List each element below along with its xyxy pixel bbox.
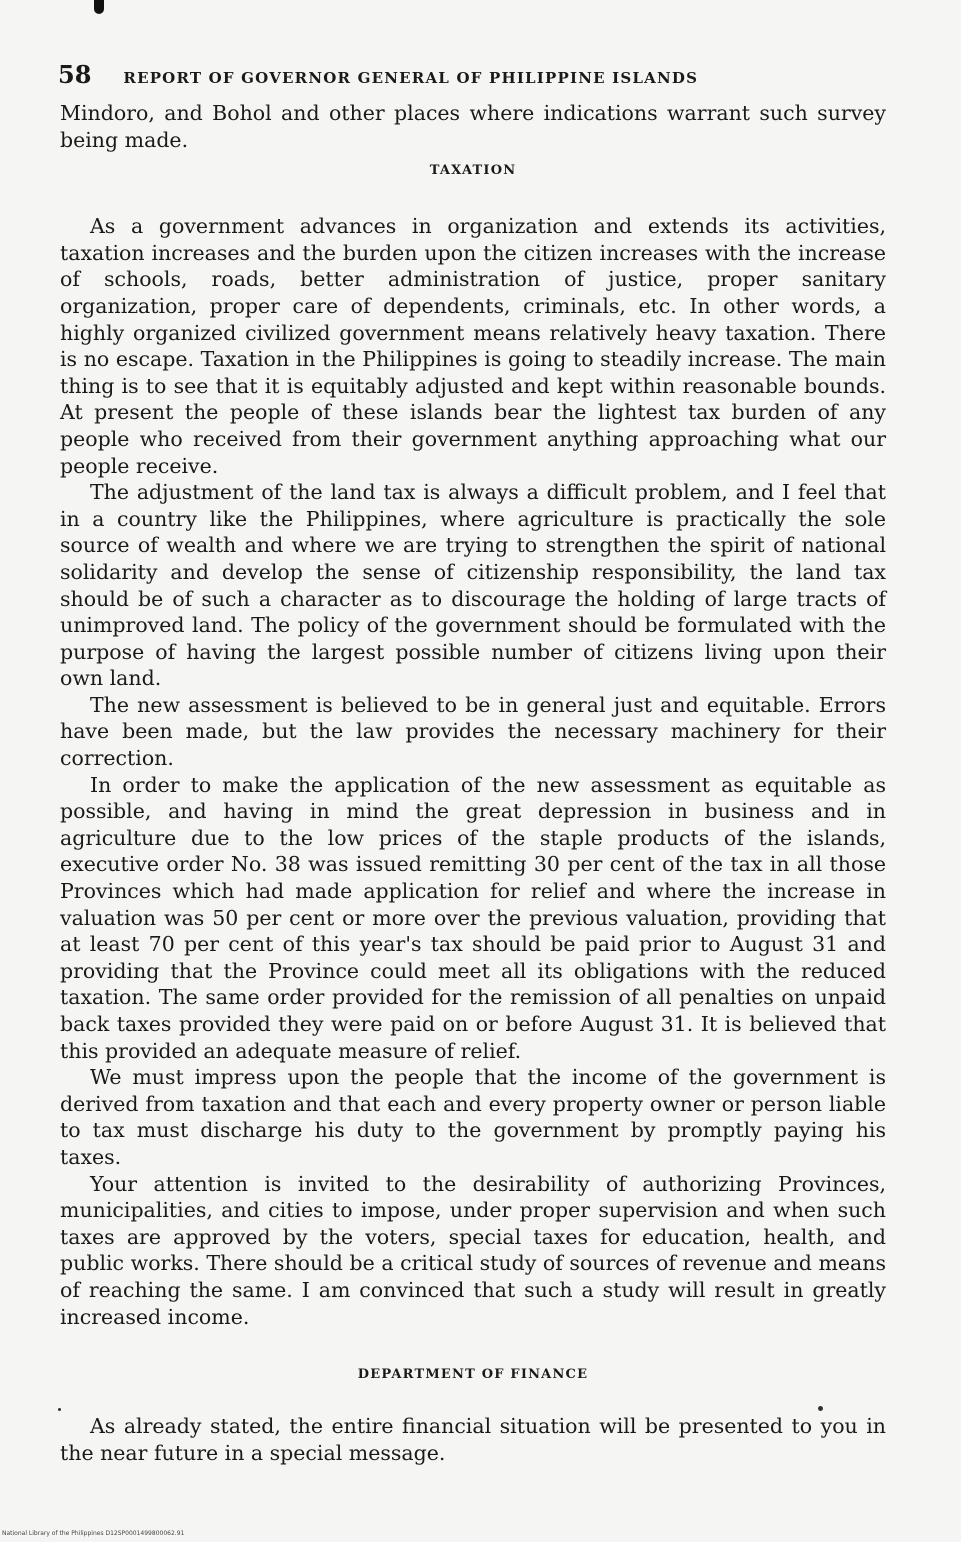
section-heading-taxation: TAXATION [429, 163, 517, 179]
paragraph-land-tax: The adjustment of the land tax is always a difficult problem, and I feel that in a country like the Philippines, where agriculture is practically the sole source of wealth and where we are trying to strengthen the spirit of national solidarity and develop the sense of citizenship responsibility, the land tax should be of such a character as to discourage the holding of large tracts of unimproved land. The policy of the government should be formulated with the purpose of having the largest possible number of citizens living upon their own land. [60, 480, 886, 691]
scan-artifact-mark [94, 0, 104, 14]
paragraph-executive-order: In order to make the application of the new assessment as equitable as possible, and having in mind the great depression in business and in agriculture due to the low prices of the staple products of the islands, executive order No. 38 was issued remitting 30 per cent of the tax in all those Provinces which had made application for relief and where the increase in valuation was 50 per cent or more over the previous valuation, providing that at least 70 per cent of this year's tax should be paid prior to August 31 and providing that the Province could meet all its obligations with the reduced taxation. The same order provided for the remission of all penalties on unpaid back taxes provided they were paid on or before August 31. It is believed that this provided an adequate measure of relief. [60, 772, 886, 1063]
page-number: 58 [58, 60, 92, 89]
paragraph-finance: As already stated, the entire financial situation will be presented to you in the near future in a special message. [60, 1414, 886, 1465]
body-text [60, 100, 886, 1466]
archive-source-line: National Library of the Philippines D12SP0001499800062.91 [2, 1530, 185, 1537]
scan-speck [58, 1408, 61, 1411]
scan-speck [818, 1406, 823, 1411]
paragraph-continuation: Mindoro, and Bohol and other places where indications warrant such survey being made. [60, 101, 886, 152]
paragraph-income-taxation: We must impress upon the people that the income of the government is derived from taxation and that each and every property owner or person liable to tax must discharge his duty to the government by promptly paying his taxes. [60, 1065, 886, 1169]
page-header [58, 60, 858, 90]
running-head: REPORT OF GOVERNOR GENERAL OF PHILIPPINE ISLANDS [123, 69, 699, 87]
paragraph-taxation-intro: As a government advances in organization and extends its activities, taxation increases and the burden upon the citizen increases with the increase of schools, roads, better administration of justice, proper sanitary organization, proper care of dependents, criminals, etc. In other words, a highly organized civilized government means relatively heavy taxation. There is no escape. Taxation in the Philippines is going to steadily increase. The main thing is to see that it is equitably adjusted and kept within reasonable bounds. At present the people of these islands bear the lightest tax burden of any people who received from their government anything approaching what our people receive. [60, 214, 886, 478]
section-heading-finance: DEPARTMENT OF FINANCE [357, 1367, 589, 1383]
paragraph-new-assessment: The new assessment is believed to be in general just and equitable. Errors have been made, but the law provides the necessary machinery for their correction. [60, 692, 886, 771]
paragraph-special-taxes: Your attention is invited to the desirability of authorizing Provinces, municipalities, and cities to impose, under proper supervision and when such taxes are approved by the voters, special taxes for education, health, and public works. There should be a critical study of sources of revenue and means of reaching the same. I am convinced that such a study will result in greatly increased income. [60, 1171, 886, 1329]
